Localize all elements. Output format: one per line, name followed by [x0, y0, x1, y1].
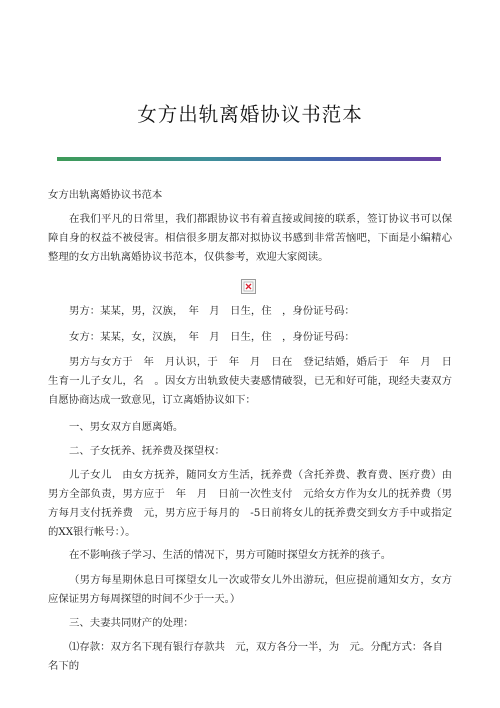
- male-party-line: 男方：某某，男，汉族， 年 月 日生，住 ，身份证号码：: [69, 305, 355, 317]
- clause-1: 一、男女双方自愿离婚。: [69, 421, 184, 433]
- heading-label: 女方出轨离婚协议书范本: [48, 189, 163, 201]
- custody-paragraph: 儿子女儿 由女方抚养，随同女方生活，抚养费（含托养费、教育费、医疗费）由男方全部负责，男方应于 年 月 日前一次性支付 元给女方作为女儿的抚养费（男方每月支付抚养费 元，男方应于每月的 -5日前将女儿的抚养费交到女方手中或指定的XX银行帐号：）。: [48, 469, 452, 538]
- clause-3: 三、夫妻共同财产的处理：: [69, 617, 194, 629]
- page-title: 女方出轨离婚协议书范本: [137, 103, 363, 126]
- gradient-divider: [57, 157, 441, 161]
- visitation-paragraph: 在不影响孩子学习、生活的情况下，男方可随时探望女方抚养的孩子。: [69, 549, 392, 561]
- broken-image-icon: [241, 279, 256, 294]
- visitation-note: （男方每星期休息日可探望女儿一次或带女儿外出游玩，但应提前通知女方，女方应保证男方每周探望的时间不少于一天。）: [48, 574, 452, 605]
- female-party-line: 女方：某某，女，汉族， 年 月 日生，住 ，身份证号码：: [69, 331, 355, 343]
- intro-paragraph: 在我们平凡的日常里，我们都跟协议书有着直接或间接的联系，签订协议书可以保障自身的权益不被侵害。相信很多朋友都对拟协议书感到非常苦恼吧，下面是小编精心整理的女方出轨离婚协议书范本，仅供参考，欢迎大家阅读。: [48, 213, 452, 263]
- clause-3-1: ⑴存款：双方名下现有银行存款共 元，双方各分一半，为 元。分配方式：各自名下的: [48, 641, 444, 672]
- marriage-paragraph: 男方与女方于 年 月认识，于 年 月 日在 登记结婚，婚后于 年 月 日生育一儿子女儿，名 。因女方出轨致使夫妻感情破裂，已无和好可能，现经夫妻双方自愿协商达成一致意见，订立离婚协议如下：: [48, 356, 452, 406]
- clause-2: 二、子女抚养、抚养费及探望权：: [69, 445, 225, 457]
